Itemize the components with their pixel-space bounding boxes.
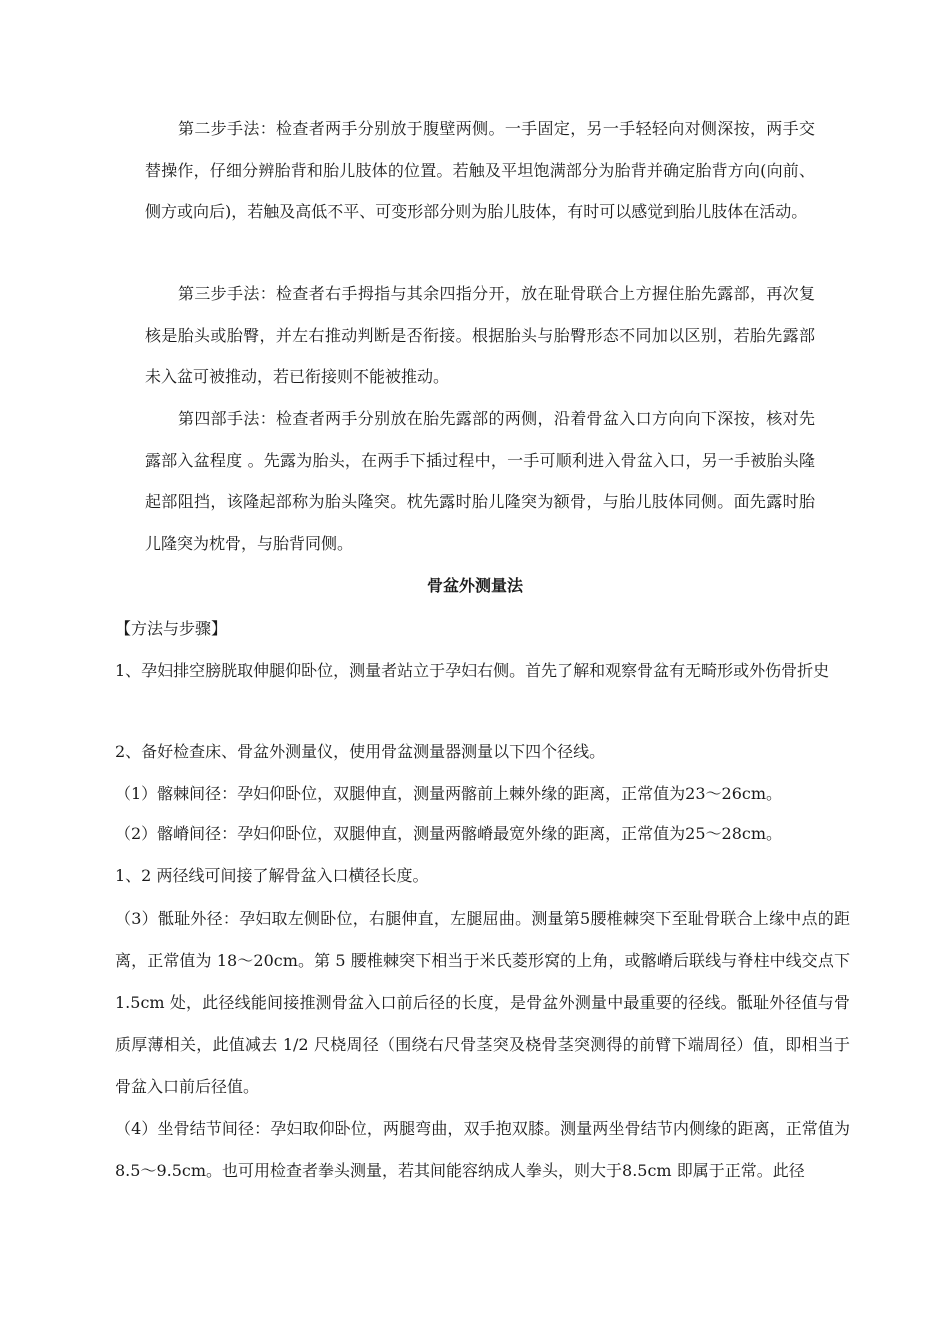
methods-heading <box>115 614 850 644</box>
paragraph-step-two <box>145 108 815 233</box>
measurement-2 <box>115 819 850 849</box>
measurement-text: （2）髂嵴间径：孕妇仰卧位，双腿伸直，测量两髂嵴最宽外缘的距离，正常值为25～28cm。 <box>115 824 783 843</box>
note-text: 1、2 两径线可间接了解骨盆入口横径长度。 <box>115 866 429 885</box>
measurement-text: （3）骶耻外径：孕妇取左侧卧位，右腿伸直，左腿屈曲。测量第5腰椎棘突下至耻骨联合上缘中点的距离，正常值为 18～20cm。第 5 腰椎棘突下相当于米氏菱形窝的上角，或髂嵴后联线与脊柱中线交点下 1.5cm 处，此径线能间接推测骨盆入口前后径的长度，是骨盆外测量中最重要的径线。骶耻外径值与骨质厚薄相关，此值减去 1/2 尺桡周径（围绕右尺骨茎突及桡骨茎突测得的前臂下端周径）值，即相当于骨盆入口前后径值。 <box>115 909 850 1096</box>
note-diameters <box>115 861 850 891</box>
list-item-1 <box>115 650 850 691</box>
paragraph-text: 第三步手法：检查者右手拇指与其余四指分开，放在耻骨联合上方握住胎先露部，再次复核是胎头或胎臀，并左右推动判断是否衔接。根据胎头与胎臀形态不同加以区别，若胎先露部未入盆可被推动，若已衔接则不能被推动。 <box>145 284 815 387</box>
list-item-text: 2、备好检查床、骨盆外测量仪，使用骨盆测量器测量以下四个径线。 <box>115 742 606 761</box>
paragraph-text: 第二步手法：检查者两手分别放于腹壁两侧。一手固定，另一手轻轻向对侧深按，两手交替操作，仔细分辨胎背和胎儿肢体的位置。若触及平坦饱满部分为胎背并确定胎背方向(向前、侧方或向后)，若触及高低不平、可变形部分则为胎儿肢体，有时可以感觉到胎儿肢体在活动。 <box>145 119 815 222</box>
section-title: 骨盆外测量法 <box>426 576 523 595</box>
paragraph-step-three <box>145 273 815 398</box>
list-item-2 <box>115 737 850 767</box>
measurement-1 <box>115 779 850 809</box>
heading-text: 【方法与步骤】 <box>115 619 228 638</box>
measurement-4 <box>115 1108 850 1192</box>
measurement-text: （1）髂棘间径：孕妇仰卧位，双腿伸直，测量两髂前上棘外缘的距离，正常值为23～26cm。 <box>115 784 783 803</box>
list-item-text: 1、孕妇排空膀胱取伸腿仰卧位，测量者站立于孕妇右侧。首先了解和观察骨盆有无畸形或外伤骨折史 <box>115 661 830 680</box>
measurement-3 <box>115 898 850 1108</box>
paragraph-text: 第四部手法：检查者两手分别放在胎先露部的两侧，沿着骨盆入口方向向下深按，核对先露部入盆程度 。先露为胎头，在两手下插过程中，一手可顺利进入骨盆入口，另一手被胎头隆起部阻挡，该隆起部称为胎头隆突。枕先露时胎儿隆突为额骨，与胎儿肢体同侧。面先露时胎儿隆突为枕骨，与胎背同侧。 <box>145 409 815 553</box>
paragraph-step-four <box>145 398 815 564</box>
measurement-text: （4）坐骨结节间径：孕妇取仰卧位，两腿弯曲，双手抱双膝。测量两坐骨结节内侧缘的距离，正常值为 8.5～9.5cm。也可用检查者拳头测量，若其间能容纳成人拳头，则大于8.5cm 即属于正常。此径 <box>115 1119 850 1180</box>
